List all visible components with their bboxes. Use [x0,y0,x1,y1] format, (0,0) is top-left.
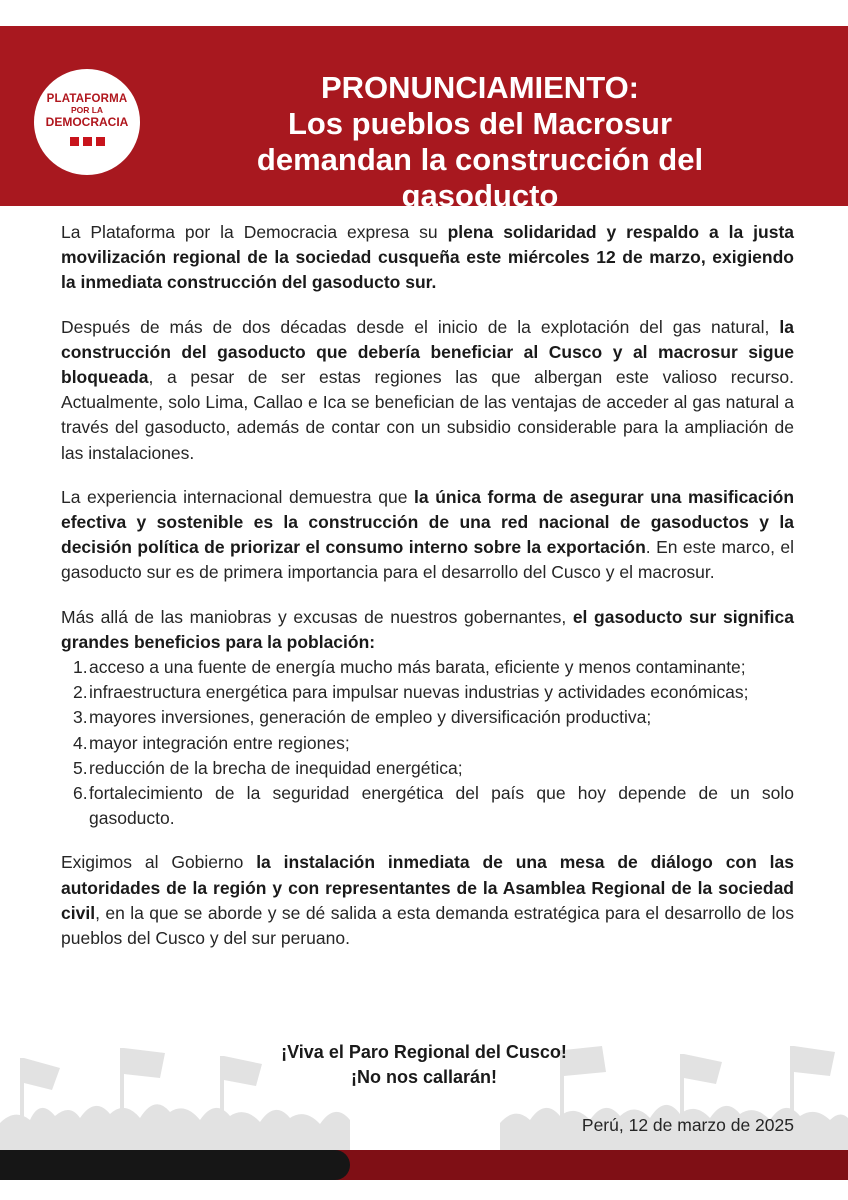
list-item: 1. acceso a una fuente de energía mucho más barata, eficiente y menos contaminante; [73,657,746,678]
statement-body [61,220,794,970]
paragraph-international [61,485,794,586]
list-item: 2. infraestructura energética para impulsar nuevas industrias y actividades económicas; [73,682,749,703]
title-line-4: gasoducto [401,178,559,213]
p2-bold: la construcción del gasoducto que debería beneficiar al Cusco y al macrosur sigue bloqueada [61,316,794,388]
p1-bold: plena solidaridad y respaldo a la justa movilización regional de la sociedad cusqueña este miércoles 12 de marzo, exigiendo la inmediata construcción del gasoducto sur. [61,222,794,293]
closing-slogans [0,1040,848,1090]
list-item: 6. fortalecimiento de la seguridad energética del país que hoy depende de un solo gasoducto. [73,783,794,829]
list-item: 4. mayor integración entre regiones; [73,732,350,753]
list-item: 3. mayores inversiones, generación de empleo y diversificación productiva; [73,707,652,728]
p3-text-2: . En este marco, el gasoducto sur es de primera importancia para el desarrollo del Cusco y el macrosur. [61,537,794,583]
p3-bold: la única forma de asegurar una masificación efectiva y sostenible es la construcción de una red nacional de gasoductos y la decisión política de priorizar el consumo interno sobre la exportación [61,486,795,558]
paragraph-benefits-intro [61,605,794,655]
paragraph-solidarity [61,220,794,296]
paragraph-background [61,315,794,466]
p3-text-1: La experiencia internacional demuestra que [61,486,415,507]
logo-squares [34,137,140,146]
logo-line-1: PLATAFORMA [46,93,128,105]
p2-text-2: , a pesar de ser estas regiones las que albergan este valioso recurso. Actualmente, solo Lima, Callao e Ica se benefician de las ventajas de acceder al gas natural a través del gasoducto, además de contar con un subsidio considerable para la ampliación de las instalaciones. [61,367,794,463]
logo-line-2: POR LA [70,105,104,116]
slogan-1: ¡Viva el Paro Regional del Cusco! [281,1042,567,1062]
logo [34,69,140,175]
p5-text-2: , en la que se aborde y se dé salida a esta demanda estratégica para el desarrollo de los pueblos del Cusco y del sur peruano. [61,902,794,949]
p5-text-1: Exigimos al Gobierno [61,852,257,873]
logo-line-3: DEMOCRACIA [45,114,129,129]
p4-text: Más allá de las maniobras y excusas de nuestros gobernantes, [61,606,573,627]
paragraph-demand [61,850,794,951]
p4-bold: el gasoducto sur significa grandes beneficios para la población: [61,606,794,652]
title-line-2: Los pueblos del Macrosur [287,106,673,141]
page-title [200,70,760,214]
p5-bold: la instalación inmediata de una mesa de diálogo con las autoridades de la región y con representantes de la Asamblea Regional de la sociedad civil [61,852,794,923]
document-date: Perú, 12 de marzo de 2025 [581,1115,794,1135]
footer-pill [0,1150,350,1180]
title-line-1: PRONUNCIAMIENTO: [320,70,640,105]
benefits-list [61,655,794,831]
p2-text-1: Después de más de dos décadas desde el inicio de la explotación del gas natural, [61,316,780,337]
p1-text: La Plataforma por la Democracia expresa su [61,222,448,242]
list-item: 5. reducción de la brecha de inequidad energética; [73,757,463,778]
title-line-3: demandan la construcción del [256,142,704,177]
slogan-2: ¡No nos callarán! [350,1067,498,1087]
header-banner [0,26,848,213]
